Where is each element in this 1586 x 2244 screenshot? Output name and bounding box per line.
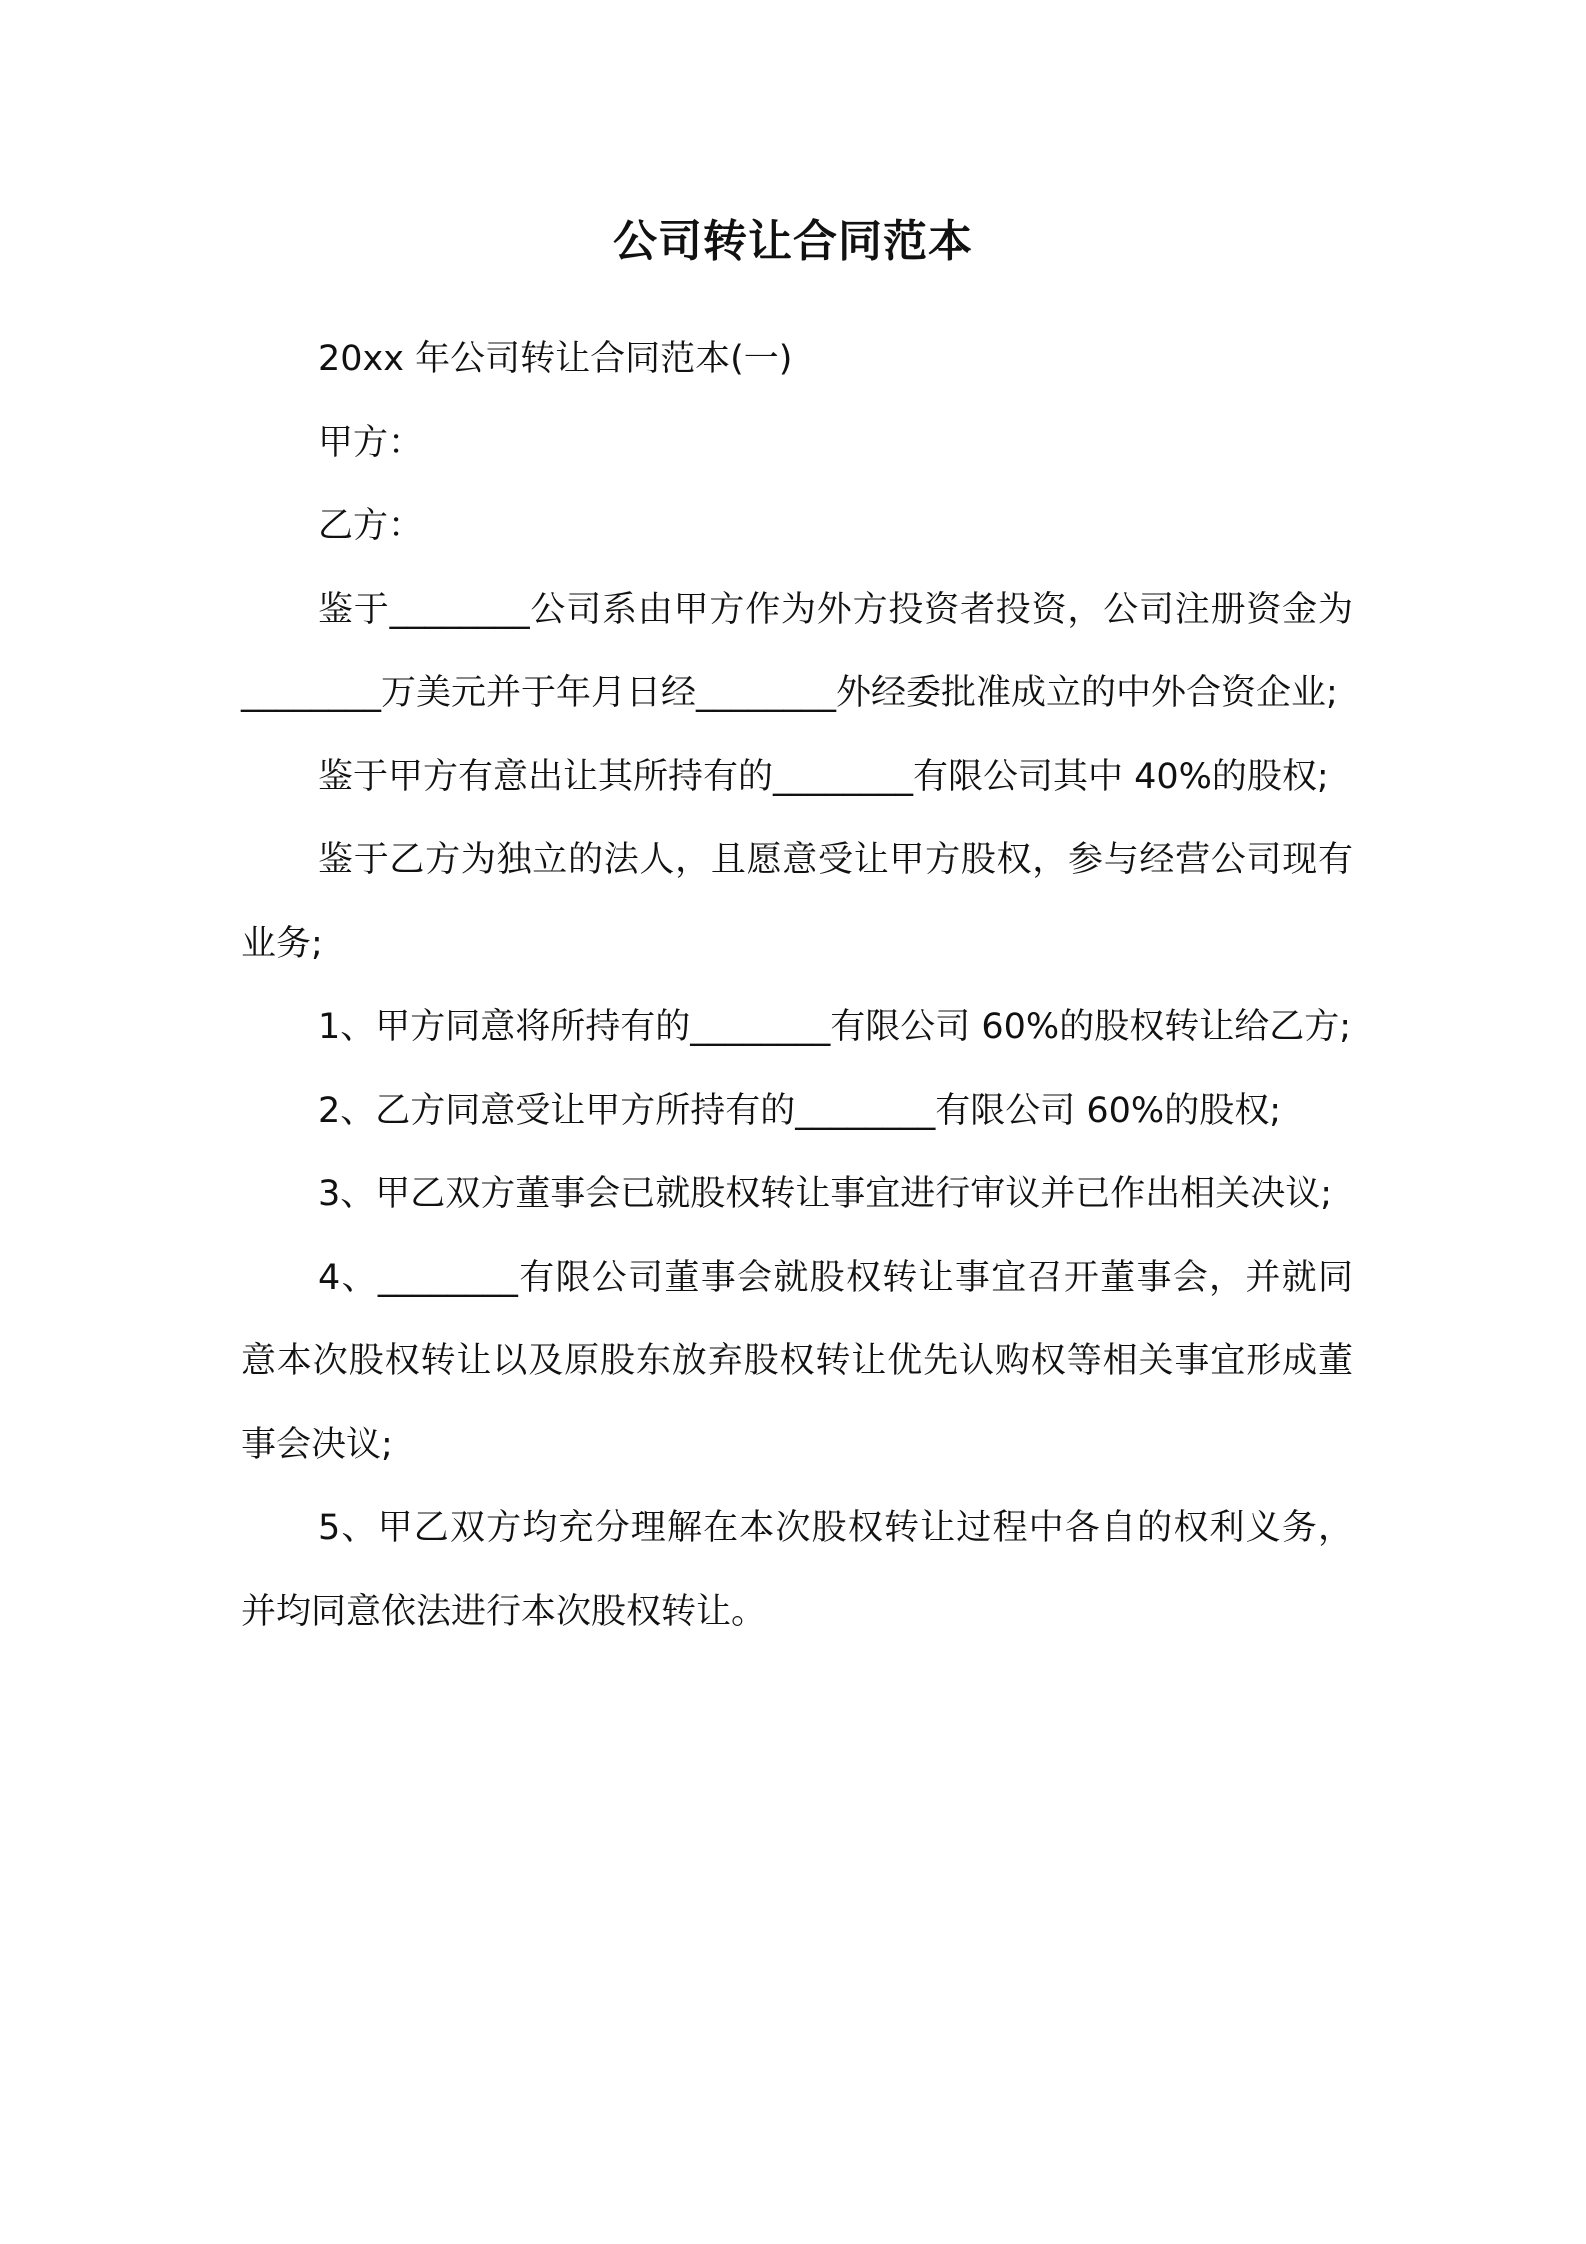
party-b-line: 乙方： <box>318 506 424 546</box>
clause-paragraph: 2、乙方同意受让甲方所持有的________有限公司 60%的股权; <box>318 1090 1281 1131</box>
contract-heading: 20xx 年公司转让合同范本(一) <box>318 339 793 379</box>
clause-paragraph: 5、甲乙双方均充分理解在本次股权转让过程中各自的权利义务，并均同意依法进行本次股权转让。 <box>241 1508 1353 1632</box>
recital-paragraph: 鉴于乙方为独立的法人，且愿意受让甲方股权，参与经营公司现有业务; <box>241 840 1353 964</box>
recital-paragraph: 鉴于甲方有意出让其所持有的________有限公司其中 40%的股权; <box>318 756 1329 797</box>
clause-paragraph: 3、甲乙双方董事会已就股权转让事宜进行审议并已作出相关决议; <box>318 1174 1333 1214</box>
clause-paragraph: 4、________有限公司董事会就股权转让事宜召开董事会，并就同意本次股权转让以及原股东放弃股权转让优先认购权等相关事宜形成董事会决议; <box>241 1257 1353 1465</box>
party-a-line: 甲方： <box>318 422 424 463</box>
document-title: 公司转让合同范本 <box>613 216 973 267</box>
clause-paragraph: 1、甲方同意将所持有的________有限公司 60%的股权转让给乙方; <box>318 1007 1351 1047</box>
recital-paragraph: 鉴于________公司系由甲方作为外方投资者投资，公司注册资金为________万美元并于年月日经________外经委批准成立的中外合资企业; <box>241 589 1353 713</box>
document-body <box>241 318 1353 1654</box>
